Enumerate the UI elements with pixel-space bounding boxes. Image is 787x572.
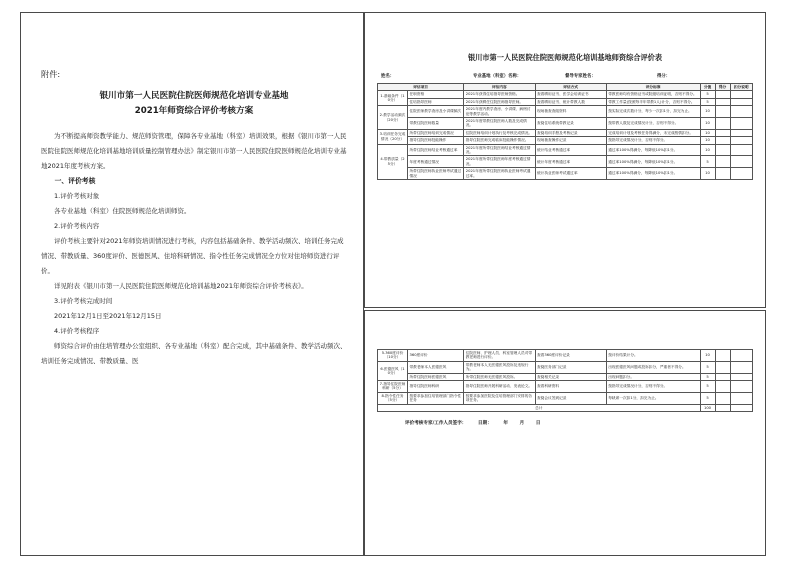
standard-cell: 完成培训计划及考核任务得满分，未完成酌情扣分。 — [606, 129, 700, 136]
method-cell: 查阅会议签到记录 — [535, 392, 606, 404]
score-cell: 5 — [700, 361, 715, 373]
item-text: 评价考核主要针对2021年师资培训情况进行考核，内容包括基础条件、教学活动频次、培训任务完成情况、带教质量、360度评价、医德医风、住培科研情况、指令性任务完成情况全方位对住培师资进行评价。 — [41, 237, 344, 275]
score-cell: 5 — [700, 98, 715, 105]
score-cell — [715, 144, 730, 156]
note-cell — [730, 106, 753, 118]
standard-cell: 出现医德医风问题或投诉扣分，严重者不得分。 — [606, 361, 700, 373]
attachment-label: 附件: — [41, 69, 61, 79]
note-cell — [730, 129, 753, 136]
method-cell: 现场抽查查阅资料 — [535, 106, 606, 118]
expert-field-label: 督导专家姓名： — [565, 74, 596, 79]
score-cell — [715, 392, 730, 404]
table-row — [378, 129, 753, 136]
table-header-row — [378, 84, 753, 91]
signature-line — [405, 420, 753, 426]
signature-label: 评价考核专家/工作人员签字： — [405, 421, 467, 427]
content-cell: 2021年获聘任住院医师指导医师。 — [464, 98, 535, 105]
sub-cell: 360度评价 — [408, 350, 464, 362]
cat-cell: 7.指导住院医师科研（5分） — [378, 381, 408, 393]
column-header: 评分标准 — [606, 84, 700, 91]
year-label: 年 — [503, 421, 509, 427]
method-cell: 统计执业医师考试通过率 — [535, 168, 606, 180]
sub-cell: 带教老师本人医德医风 — [408, 361, 464, 373]
item-text: 师资综合评价由住培管理办公室组织、各专业基地（科室）配合完成，其中基础条件、教学活动频次、培训任务完成情况、带教质量、医 — [41, 342, 347, 365]
method-cell: 查看科研资料 — [535, 381, 606, 393]
content-cell: 指导住院医师开展科研活动、发表论文。 — [464, 381, 535, 393]
score-cell — [715, 91, 730, 98]
content-cell: 2021年获得住培指导医师资格。 — [464, 91, 535, 98]
table-row — [378, 106, 753, 118]
day-label: 日 — [535, 421, 541, 427]
score-cell: 5 — [700, 373, 715, 380]
score-cell — [715, 98, 730, 105]
item-text: 2021年12月1日至2021年12月15日 — [54, 312, 162, 320]
intro-paragraph: 为不断提高师资教学能力、规范师资管理，保障各专业基地（科室）培训效果，根据《银川市第一人民医院住院医师规范化培训基地培训质量控制管理办法》制定银川市第一人民医院住院医师规范化培训专业基地2021年度考核方案。 — [41, 132, 347, 170]
table-row — [378, 361, 753, 373]
table-row — [378, 91, 753, 98]
note-cell — [730, 118, 753, 130]
sub-cell: 指导住院医师技能操作 — [408, 137, 464, 144]
score-cell — [715, 168, 730, 180]
score-cell: 5 — [700, 392, 715, 404]
score-cell: 5 — [700, 156, 715, 168]
document-title — [41, 89, 347, 119]
title-line-1: 银川市第一人民医院住院医师规范化培训专业基地 — [99, 91, 289, 101]
sub-cell: 指导住院医师科研 — [408, 381, 464, 393]
standard-cell: 按带教人数及完成情况计分，否则不得分。 — [606, 118, 700, 130]
content-cell: 带教老师本人无医德医风投诉及违规行为。 — [464, 361, 535, 373]
standard-cell: 每缺席一次扣1分，扣完为止。 — [606, 392, 700, 404]
score-cell: 5 — [700, 381, 715, 393]
score-cell — [715, 361, 730, 373]
score-cell — [715, 137, 730, 144]
note-cell — [730, 98, 753, 105]
note-cell — [730, 350, 753, 362]
content-cell: 所带住院医师无医德医风投诉。 — [464, 373, 535, 380]
standard-cell: 通过率100%得满分，每降低10%扣1分。 — [606, 144, 700, 156]
plan-document-page — [20, 12, 364, 556]
table-row — [378, 144, 753, 156]
standard-cell: 按指导完成情况计分，否则不得分。 — [606, 381, 700, 393]
base-field-label: 专业基地（科室）名称： — [473, 74, 522, 79]
content-cell: 2021年度所带住院医师执业医师考试通过率。 — [464, 168, 535, 180]
content-cell: 2021年度带教住院医师人数及完成情况。 — [464, 118, 535, 130]
score-field-label: 得分： — [657, 74, 671, 79]
cat-cell: 2.教学活动频次（20分） — [378, 106, 408, 130]
table-row — [378, 137, 753, 144]
item-heading: 4.评价考核程序 — [54, 327, 100, 335]
standard-cell: 按指导完成情况计分，否则不得分。 — [606, 137, 700, 144]
content-cell: 住院医师培训计划执行及考核完成情况。 — [464, 129, 535, 136]
column-header: 得分 — [715, 84, 730, 91]
table-row — [378, 156, 753, 168]
score-cell: 10 — [700, 118, 715, 130]
table-row — [378, 118, 753, 130]
note-cell — [730, 381, 753, 393]
score-cell — [715, 381, 730, 393]
title-line-2: 2021年师资综合评价考核方案 — [134, 106, 254, 116]
column-header: 分值 — [700, 84, 715, 91]
score-cell: 10 — [700, 137, 715, 144]
sub-cell: 任职资格 — [408, 91, 464, 98]
standard-cell: 通过率100%得满分，每降低10%扣1分。 — [606, 168, 700, 180]
table-row — [378, 168, 753, 180]
standard-cell: 出现问题扣分。 — [606, 373, 700, 380]
method-cell: 查阅相关记录 — [535, 373, 606, 380]
name-field-label: 姓名： — [381, 74, 395, 79]
evaluation-form-page-2 — [364, 310, 766, 556]
standard-cell: 通过率100%得满分，每降低10%扣1分。 — [606, 156, 700, 168]
sub-cell: 年度考核通过情况 — [408, 156, 464, 168]
item-text: 各专业基地（科室）住院医师规范化培训师资。 — [54, 207, 191, 215]
note-cell — [730, 91, 753, 98]
content-cell: 2021年度内教学查房、小讲课、病例讨论等教学活动。 — [464, 106, 535, 118]
score-cell: 10 — [700, 168, 715, 180]
table-row — [378, 98, 753, 105]
cat-cell: 6.医德医风（10分） — [378, 361, 408, 380]
score-cell: 10 — [700, 144, 715, 156]
method-cell: 查看360度评价记录 — [535, 350, 606, 362]
score-cell — [715, 350, 730, 362]
total-value: 100 — [700, 404, 715, 411]
cat-cell: 3.培训任务完成情况（20分） — [378, 129, 408, 144]
method-cell: 查看聘用证书、医学会培训证书 — [535, 91, 606, 98]
sub-cell: 所带住院医师培训完成情况 — [408, 129, 464, 136]
note-cell — [730, 137, 753, 144]
sub-cell: 所带住院医师执业医师考试通过情况 — [408, 168, 464, 180]
section-heading: 一、评价考核 — [54, 177, 96, 185]
date-label: 日期： — [478, 421, 492, 427]
note-cell — [730, 144, 753, 156]
score-cell — [715, 106, 730, 118]
score-cell — [715, 373, 730, 380]
sub-cell: 所带住院医师医德医风 — [408, 373, 464, 380]
method-cell: 统计结业考核通过率 — [535, 144, 606, 156]
content-cell: 按要求参加医院及住培管理部门安排的各项任务。 — [464, 392, 535, 404]
score-cell — [715, 156, 730, 168]
note-cell — [730, 168, 753, 180]
note-cell — [730, 404, 753, 411]
cat-cell: 1.基础条件（10分） — [378, 91, 408, 106]
method-cell: 查阅医务部门记录 — [535, 361, 606, 373]
score-cell — [715, 129, 730, 136]
item-text: 详见附表《银川市第一人民医院住院医师规范化培训基地2021年师资综合评价考核表》。 — [54, 282, 308, 290]
content-cell: 2021年度所带住院医师结业考核通过情况。 — [464, 144, 535, 156]
content-cell: 2021年度所带住院医师年度考核通过情况。 — [464, 156, 535, 168]
note-cell — [730, 361, 753, 373]
table-row — [378, 373, 753, 380]
table-row — [378, 392, 753, 404]
column-header: 评估内容 — [464, 84, 535, 91]
column-header: 评估方式 — [535, 84, 606, 91]
table-row — [378, 350, 753, 362]
evaluation-form-page-1 — [364, 12, 766, 308]
score-cell: 5 — [700, 91, 715, 98]
column-header: 评估项目 — [378, 84, 464, 91]
total-row — [378, 404, 753, 411]
sub-cell: 所带住院医师结业考核通过率 — [408, 144, 464, 156]
item-heading: 2.评价考核内容 — [54, 222, 100, 230]
content-cell: 住院医师、护理人员、科室管理人员对带教老师进行评价。 — [464, 350, 535, 362]
content-cell: 指导住院医师完成临床技能操作情况。 — [464, 137, 535, 144]
form-header-fields — [381, 73, 749, 79]
column-header: 扣分说明 — [730, 84, 753, 91]
method-cell: 查阅培训手册及考核记录 — [535, 129, 606, 136]
item-heading: 3.评价考核完成时间 — [54, 297, 113, 305]
evaluation-table — [377, 83, 753, 180]
month-label: 月 — [519, 421, 525, 427]
score-cell — [715, 118, 730, 130]
standard-cell: 带教工作量(按照每半年带教1人)计分，否则不得分。 — [606, 98, 700, 105]
method-cell: 统计年度考核通过率 — [535, 156, 606, 168]
score-cell: 10 — [700, 129, 715, 136]
sub-cell: 带教住院医师数量 — [408, 118, 464, 130]
sub-cell: 按要求参加住培管理部门指令性任务 — [408, 392, 464, 404]
standard-cell: 按实际完成次数计分，每少一次扣1分，扣完为止。 — [606, 106, 700, 118]
form-title: 银川市第一人民医院住院医师规范化培训基地师资综合评价表 — [467, 53, 663, 62]
sub-cell: 住院医师教学查房及小讲课频次 — [408, 106, 464, 118]
method-cell: 查看聘用证书、统计带教人数 — [535, 98, 606, 105]
item-heading: 1.评价考核对象 — [54, 192, 100, 200]
standard-cell: 按评价结果计分。 — [606, 350, 700, 362]
evaluation-table-continued — [377, 349, 753, 412]
score-cell: 10 — [700, 106, 715, 118]
score-cell — [715, 404, 730, 411]
sub-cell: 住培指导医师 — [408, 98, 464, 105]
method-cell: 现场抽查操作记录 — [535, 137, 606, 144]
note-cell — [730, 392, 753, 404]
table-row — [378, 381, 753, 393]
standard-cell: 带教医师均有资格证书或院级培训证明，否则不得分。 — [606, 91, 700, 98]
method-cell: 查阅住培系统带教记录 — [535, 118, 606, 130]
cat-cell: 4.带教质量（25分） — [378, 144, 408, 179]
note-cell — [730, 156, 753, 168]
total-label: 总计 — [378, 404, 701, 411]
note-cell — [730, 373, 753, 380]
score-cell: 10 — [700, 350, 715, 362]
cat-cell: 8.指令性任务（5分） — [378, 392, 408, 404]
cat-cell: 5.360度评价（10分） — [378, 350, 408, 362]
